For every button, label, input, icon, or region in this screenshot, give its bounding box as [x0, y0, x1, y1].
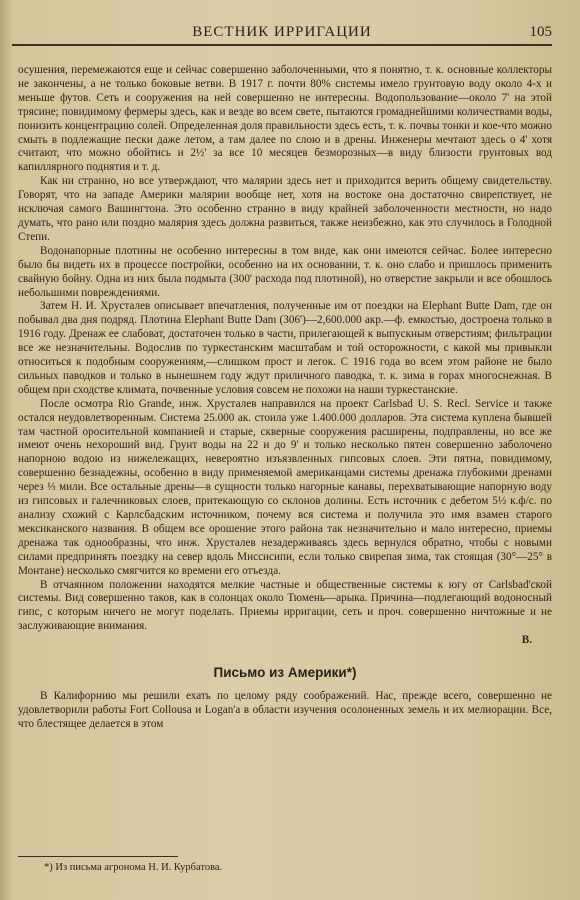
article-body — [18, 64, 552, 732]
section-title: Письмо из Америки*) — [213, 665, 357, 681]
paragraph-letter-intro: В Калифорнию мы решили ехать по целому ряду соображений. Нас, прежде всего, совершенно не удовлетворили работы Fort Collousa и Logan'a в области изучения осолоненных земель и их мелиорации. Все, что блестящее делается в этом — [18, 689, 552, 730]
paragraph-carlsbad: После осмотра Rio Grande, инж. Хрусталев направился на проект Carlsbad U. S. Recl. Service и также остался неудовлетворенным. Система 25.000 ак. стоила уже 1.400.000 долларов. Эта система куплена бывшей там частной оросительной компанией и старые, скверные сооружения расширены, подправлены, но все же имеют очень нехороший вид. Грунт воды на 22 и до 9' и только несколько пятен совершенно заболочено напорною водою из нижележащих, невероятно изъязвленных гипсовых слоев. Эти пятна, повидимому, совершенно безнадежны, особенно в виду применяемой американцами системы дренажа глубокими дренами через ⅓ мили. Все остальные дрены—в сущности только нагорные канавы, перехватывающие напорную воду из гипсовых и галечниковых слоев, притекающую со склонов долины. Есть источник с дебетом 5½ к.ф/с. по анализу схожий с Карлсбадским источником, почему вся система и получила это имя взамен старого мексиканского названия. В общем все орошение этого района так незначительно и мало интересно, приемы дренажа так однообразны, что инж. Хрусталев незадерживаясь здесь вернулся обратно, чтобы с новыми силами предпринять поездку на север вдоль Миссисипи, если только свирепая зима, так стоящая (30°—25° в Монтане) несколько смягчится ко времени его отъезда. — [18, 397, 552, 577]
article-signature: В. — [521, 634, 532, 647]
journal-title: ВЕСТНИК ИРРИГАЦИИ — [192, 24, 372, 40]
paragraph-elephant-butte: Затем Н. И. Хрусталев описывает впечатления, полученные им от поездки на Elephant Butte Dam, где он побывал два дня подряд. Плотина Elephant Butte Dam (306')—2,600.000 акр.—ф. емкостью, достроена только в 1916 году. Дренаж ее слабоват, достаточен только в части, прилегающей к выпускным отверстиям; фильтрации все же незначительны. Водослив по туркестанским масштабам и той осторожности, с какой мы привыкли относиться к подобным сооружениям,—слишком прост и легок. С 1916 года во всем этом районе не было сильных паводков и только в нынешнем году ждут приличного паводка, т. к. зима в горах многоснежная. В общем при сходстве климата, почвенные условия совсем не похожи на наши туркестанские. — [18, 300, 552, 396]
footnote-divider — [18, 856, 178, 857]
running-header — [12, 22, 552, 46]
paragraph-private-systems: В отчаянном положении находятся мелкие частные и общественные системы к югу от Carlsbad'ской системы. Вид совершенно таков, как в солонцах около Тюмень—арыка. Причина—подлегающий водоносный гипс, с которым ничего не могут поделать. Приемы ирригации, сеть и проч. совершенно ничтожные и не заслуживающие внимания. — [18, 578, 552, 633]
paragraph-malaria: Как ни странно, но все утверждают, что малярии здесь нет и приходится верить общему свидетельству. Говорят, что на западе Америки малярии вообще нет, хотя на востоке она достаточно свирепствует, не исключая самого Вашингтона. Это особенно странно в виду крайней заболоченности местности, но надо думать, что рано или поздно малярия здесь должна развиться, также неизбежно, как это случилось в Голодной Степи. — [18, 175, 552, 243]
paragraph-continuation: осушения, перемежаются еще и сейчас совершенно заболоченными, что я понятно, т. к. основные коллекторы не закончены, а не только боковые ветви. В 1917 г. почти 80% системы имело грунтовую воду около 4-х и меньше футов. Сеть и сооружения на ней совершенно не интересны. Водопользование—около 7' на этой трясине; повидимому фермеры здесь, как и везде во всем свете, пытаются громаднейшими количествами воды, понизить концентрацию солей. Определенная доля правильности здесь есть, т. к. почвы тонки и кое-что можно смыть в подлежащие пески даже летом, а там далее по слою и в дрены. Инженеры мечтают здесь о 4' хотя считают, что можно обойтись и 2½' за все 10 месяцев безморозных—в виду близости грунтовых вод капиллярного поднятия и т. д. — [18, 64, 552, 174]
page-number: 105 — [529, 24, 552, 40]
paragraph-dams: Водонапорные плотины не особенно интересны в том виде, как они имеются сейчас. Более интересно было бы видеть их в процессе постройки, особенно на их основании, т. к. оно слабо и пришлось применить свайную бойну. Одна из них была подмыта (300' расхода под плотиной), но отверстие закрыли и все обошлось небольшими повреждениями. — [18, 244, 552, 299]
footnote: *) Из письма агронома Н. И. Курбатова. — [44, 862, 223, 873]
